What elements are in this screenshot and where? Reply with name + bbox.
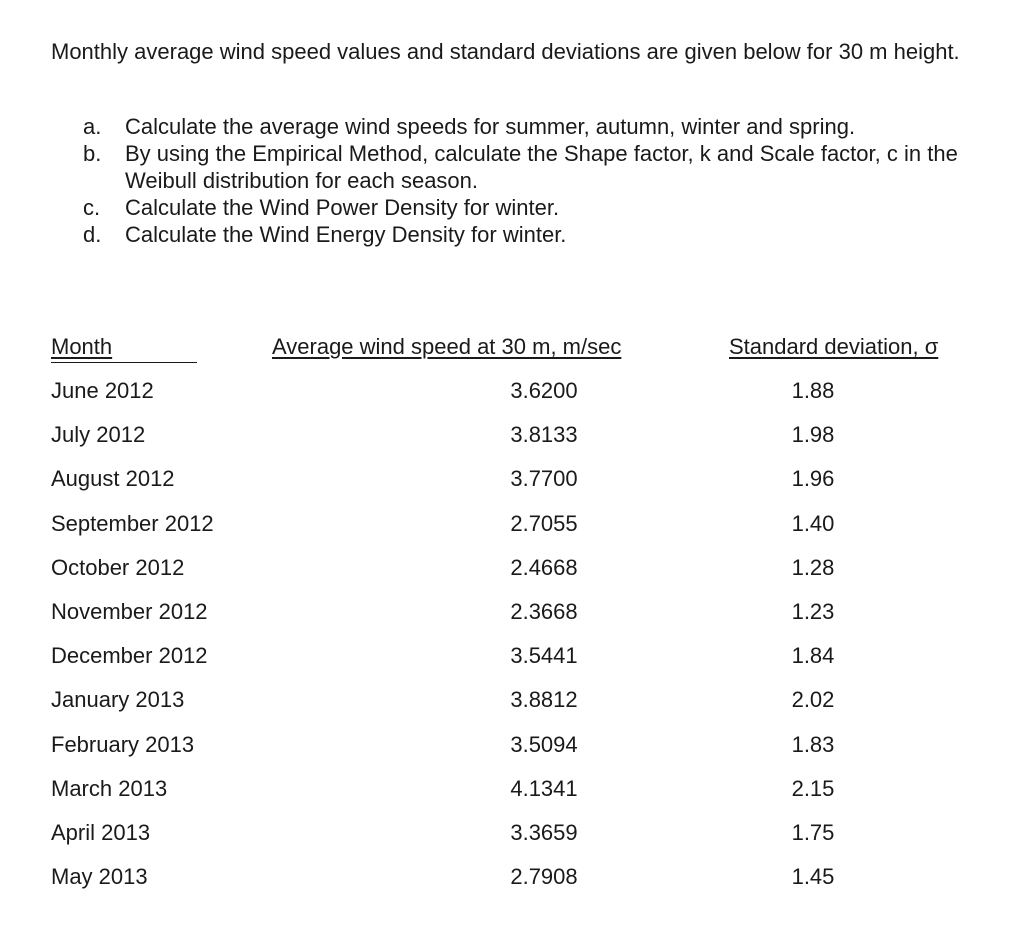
task-item [83, 221, 1013, 248]
task-text: Calculate the Wind Energy Density for winter. [125, 222, 567, 247]
cell-standard-deviation: 1.75 [791, 819, 835, 845]
table-row [51, 511, 971, 555]
task-text: Calculate the average wind speeds for summer, autumn, winter and spring. [125, 114, 856, 139]
header-standard-deviation: Standard deviation, σ [729, 334, 939, 359]
table-row [51, 599, 971, 643]
task-marker: c. [83, 195, 101, 220]
intro-paragraph: Monthly average wind speed values and standard deviations are given below for 30 m height. [51, 39, 960, 64]
cell-standard-deviation: 1.28 [791, 554, 835, 580]
task-item [83, 194, 1013, 221]
cell-average-speed: 3.5441 [510, 643, 578, 669]
cell-average-speed: 3.7700 [510, 466, 578, 492]
cell-standard-deviation: 2.15 [791, 775, 835, 801]
table-row [51, 466, 971, 510]
cell-average-speed: 2.4668 [510, 554, 578, 580]
cell-average-speed: 3.3659 [510, 819, 578, 845]
task-marker: b. [83, 141, 102, 166]
table-row [51, 732, 971, 776]
cell-month: August 2012 [51, 466, 175, 492]
cell-standard-deviation: 1.96 [791, 466, 835, 492]
task-marker: d. [83, 222, 102, 247]
cell-standard-deviation: 1.83 [791, 731, 835, 757]
cell-month: April 2013 [51, 819, 151, 845]
cell-month: July 2012 [51, 422, 146, 448]
cell-average-speed: 3.8133 [510, 422, 578, 448]
cell-average-speed: 2.3668 [510, 598, 578, 624]
table-row [51, 687, 971, 731]
cell-average-speed: 3.6200 [510, 378, 578, 403]
cell-average-speed: 3.8812 [510, 687, 578, 713]
cell-month: January 2013 [51, 687, 185, 713]
cell-average-speed: 2.7908 [510, 864, 578, 890]
cell-standard-deviation: 1.45 [791, 864, 835, 890]
task-item [83, 140, 1013, 194]
cell-month: December 2012 [51, 643, 208, 669]
table-row [51, 820, 971, 864]
table-row [51, 422, 971, 466]
header-average-speed: Average wind speed at 30 m, m/sec [272, 334, 622, 359]
cell-standard-deviation: 1.98 [791, 422, 835, 448]
table-row [51, 776, 971, 820]
cell-month: September 2012 [51, 510, 214, 536]
cell-average-speed: 4.1341 [510, 775, 578, 801]
cell-standard-deviation: 1.23 [791, 598, 835, 624]
table-row [51, 555, 971, 599]
wind-speed-table [51, 334, 971, 890]
table-row [51, 378, 971, 422]
table-body [51, 378, 971, 908]
task-marker: a. [83, 114, 102, 139]
cell-month: June 2012 [51, 378, 154, 403]
task-text: By using the Empirical Method, calculate the Shape factor, k and Scale factor, c in the Weibull distribution for each season. [125, 141, 958, 193]
cell-average-speed: 2.7055 [510, 510, 578, 536]
cell-month: February 2013 [51, 731, 195, 757]
header-month: Month [51, 334, 197, 363]
cell-standard-deviation: 1.84 [791, 643, 835, 669]
cell-month: May 2013 [51, 864, 148, 890]
table-header-row [51, 334, 971, 370]
cell-standard-deviation: 1.40 [791, 510, 835, 536]
cell-month: October 2012 [51, 554, 185, 580]
cell-average-speed: 3.5094 [510, 731, 578, 757]
table-row [51, 643, 971, 687]
cell-month: March 2013 [51, 775, 168, 801]
task-text: Calculate the Wind Power Density for winter. [125, 195, 560, 220]
task-item [83, 113, 1013, 140]
cell-month: November 2012 [51, 598, 208, 624]
task-list [83, 113, 1013, 248]
cell-standard-deviation: 1.88 [791, 378, 835, 403]
cell-standard-deviation: 2.02 [791, 687, 835, 713]
table-row [51, 864, 971, 908]
